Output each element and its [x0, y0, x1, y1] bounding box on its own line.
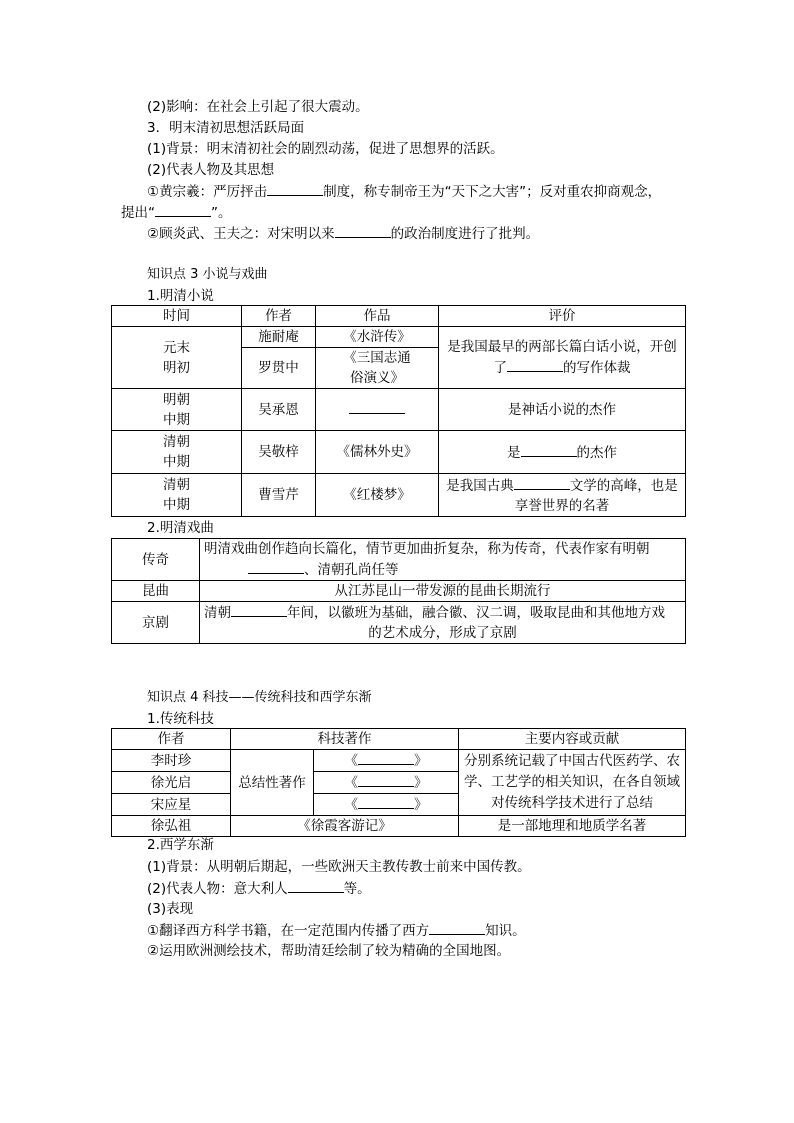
fill-blank[interactable] [514, 475, 570, 490]
book-cell [314, 750, 459, 772]
author-cell: 李时珍 [112, 750, 231, 772]
header-author: 作者 [242, 306, 316, 327]
novel-heading: 1.明清小说 [147, 288, 214, 304]
text: 是我国最早的两部长篇白话小说，开创 [447, 339, 677, 355]
fill-blank[interactable] [358, 794, 414, 809]
text: 《 [344, 797, 358, 813]
work-cell: 《三国志通 俗演义》 [316, 348, 439, 389]
text: 享誉世界的名著 [514, 497, 610, 514]
text: 》 [414, 797, 428, 813]
text: 《 [344, 775, 358, 791]
novel-table [111, 305, 686, 517]
work-cell [316, 389, 439, 431]
eval-cell [439, 474, 686, 517]
fill-blank[interactable] [248, 559, 304, 574]
author-cell: 吴敬梓 [242, 431, 316, 474]
huang-zongxi-line-2 [121, 202, 232, 223]
gu-yanwu-line [147, 223, 539, 244]
influence-line: (2)影响：在社会上引起了很大震动。 [147, 99, 369, 115]
fill-blank[interactable] [358, 772, 414, 787]
west-performance: (3)表现 [147, 901, 194, 917]
text: ②顾炎武、王夫之：对宋明以来 [147, 226, 335, 242]
text: 明清戏曲创作趋向长篇化，情节更加曲折复杂，称为传奇，代表作家有明朝 [204, 541, 650, 557]
time-cell: 清朝 中期 [112, 431, 242, 474]
fill-blank[interactable] [155, 202, 211, 217]
text: 提出“ [121, 205, 155, 221]
west-item-2: ②运用欧洲测绘技术，帮助清廷绘制了较为精确的全国地图。 [147, 943, 511, 959]
drama-desc-cell [200, 602, 686, 644]
west-background: (1)背景：从明朝后期起，一些欧洲天主教传教士前来中国传教。 [147, 859, 531, 875]
fill-blank[interactable] [429, 920, 485, 935]
time-cell: 清朝 中期 [112, 474, 242, 517]
west-heading: 2.西学东渐 [147, 837, 214, 853]
west-representative [147, 878, 371, 899]
text: ”。 [211, 205, 232, 221]
category-cell: 总结性著作 [231, 750, 314, 816]
author-cell: 罗贯中 [242, 348, 316, 389]
drama-desc-cell: 从江苏昆山一带发源的昆曲长期流行 [200, 581, 686, 602]
text: 是 [507, 444, 521, 461]
background-line: (1)背景：明末清初社会的剧烈动荡，促进了思想界的活跃。 [147, 141, 504, 157]
drama-heading: 2.明清戏曲 [147, 520, 214, 536]
drama-desc-cell [200, 539, 686, 581]
tech-table [111, 728, 686, 837]
drama-name-cell: 昆曲 [112, 581, 200, 602]
header-work: 作品 [316, 306, 439, 327]
contribution-cell: 是一部地理和地质学名著 [459, 816, 686, 837]
text: 知识。 [485, 923, 526, 939]
author-cell: 吴承恩 [242, 389, 316, 431]
drama-name-cell: 京剧 [112, 602, 200, 644]
time-cell: 明朝 中期 [112, 389, 242, 431]
author-cell: 徐光启 [112, 772, 231, 794]
representatives-line: (2)代表人物及其思想 [147, 162, 275, 178]
text: 等。 [343, 881, 371, 897]
time-cell: 元末 明初 [112, 327, 242, 389]
book-cell: 《徐霞客游记》 [231, 816, 459, 837]
heading-ming-qing-thought: 3．明末清初思想活跃局面 [147, 120, 305, 136]
header-author: 作者 [112, 729, 231, 750]
eval-cell [439, 431, 686, 474]
fill-blank[interactable] [267, 181, 323, 196]
fill-blank[interactable] [335, 223, 391, 238]
text: 的艺术成分，形成了京剧 [368, 625, 517, 641]
fill-blank[interactable] [521, 442, 577, 457]
huang-zongxi-line [147, 181, 661, 202]
fill-blank[interactable] [507, 357, 563, 372]
text: 的写作体裁 [563, 360, 631, 376]
text: 《 [344, 753, 358, 769]
text: 文学的高峰，也是 [569, 477, 678, 494]
text: 制度，称专制帝王为“天下之大害”；反对重农抑商观念， [323, 184, 662, 200]
work-cell: 《水浒传》 [316, 327, 439, 348]
fill-blank[interactable] [358, 750, 414, 765]
header-eval: 评价 [439, 306, 686, 327]
author-cell: 宋应星 [112, 794, 231, 816]
fill-blank[interactable] [288, 878, 344, 893]
text: 、清朝孔尚任等 [304, 562, 399, 578]
book-cell [314, 794, 459, 816]
header-time: 时间 [112, 306, 242, 327]
header-book: 科技著作 [231, 729, 459, 750]
west-item-1 [147, 920, 526, 941]
drama-table [111, 538, 686, 644]
text: 是我国古典 [446, 477, 514, 494]
text: 年间，以徽班为基础，融合徽、汉二调，吸取昆曲和其他地方戏 [287, 605, 665, 621]
work-cell: 《红楼梦》 [316, 474, 439, 517]
text: 清朝 [204, 605, 231, 621]
drama-name-cell: 传奇 [112, 539, 200, 581]
text: 了 [493, 360, 507, 376]
kp3-title: 知识点 3 小说与戏曲 [147, 267, 268, 282]
eval-cell [439, 327, 686, 389]
text: 》 [414, 753, 428, 769]
fill-blank[interactable] [231, 602, 287, 617]
text: (2)代表人物：意大利人 [147, 881, 288, 897]
contribution-cell: 分别系统记载了中国古代医药学、农学、工艺学的相关知识，在各自领域对传统科学技术进行了总结 [459, 750, 686, 816]
author-cell: 施耐庵 [242, 327, 316, 348]
text: 的杰作 [576, 444, 617, 461]
work-cell: 《儒林外史》 [316, 431, 439, 474]
header-contribution: 主要内容或贡献 [459, 729, 686, 750]
author-cell: 曹雪芹 [242, 474, 316, 517]
book-cell [314, 772, 459, 794]
text: 》 [414, 775, 428, 791]
text: ①翻译西方科学书籍，在一定范围内传播了西方 [147, 923, 430, 939]
text: 的政治制度进行了批判。 [390, 226, 540, 242]
eval-cell: 是神话小说的杰作 [439, 389, 686, 431]
tech-heading: 1.传统科技 [147, 711, 214, 727]
kp4-title: 知识点 4 科技——传统科技和西学东渐 [147, 690, 372, 705]
author-cell: 徐弘祖 [112, 816, 231, 837]
text: ①黄宗羲：严厉抨击 [147, 184, 268, 200]
fill-blank[interactable] [349, 399, 405, 414]
